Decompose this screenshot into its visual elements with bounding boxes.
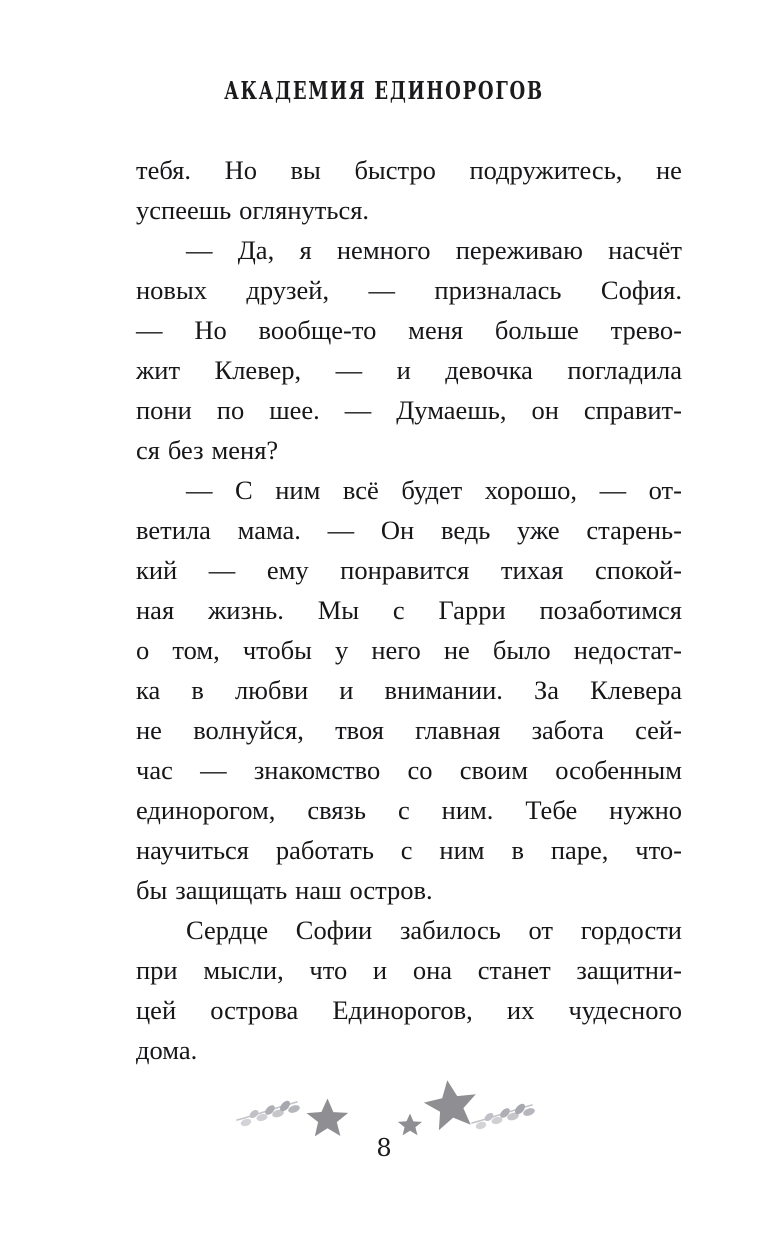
star-large-icon <box>421 1080 480 1132</box>
leaf-sprig-right-icon <box>472 1102 536 1130</box>
page-number: 8 <box>376 1134 392 1162</box>
paragraph <box>136 150 682 230</box>
text-line: единорогом, связь с ним. Тебе нужно <box>136 795 682 825</box>
text-line: о том, чтобы у него не было недостат- <box>136 635 682 665</box>
star-medium-icon <box>307 1099 349 1137</box>
running-head-title: АКАДЕМИЯ ЕДИНОРОГОВ <box>224 76 544 106</box>
text-line: пони по шее. — Думаешь, он справит- <box>136 395 682 425</box>
text-line: ка в любви и внимании. За Клевера <box>136 675 682 705</box>
text-line: дома. <box>136 1035 198 1065</box>
star-small-icon <box>398 1114 422 1136</box>
text-line: тебя. Но вы быстро подружитесь, не <box>136 155 682 185</box>
body-text-block <box>136 150 682 1070</box>
text-line: бы защищать наш остров. <box>136 875 433 905</box>
paragraph <box>136 910 682 1070</box>
text-line: час — знакомство со своим особенным <box>136 755 682 785</box>
text-line: — Да, я немного переживаю насчёт <box>186 235 682 265</box>
text-line: Сердце Софии забилось от гордости <box>186 915 682 945</box>
section-divider-ornament <box>0 1078 768 1138</box>
text-line: — Но вообще-то меня больше трево- <box>136 315 682 345</box>
text-line: не волнуйся, твоя главная забота сей- <box>136 715 682 745</box>
paragraph <box>136 470 682 910</box>
text-line: ная жизнь. Мы с Гарри позаботимся <box>136 595 682 625</box>
leaf-sprig-left-icon <box>237 1099 301 1127</box>
text-line: успеешь оглянуться. <box>136 195 370 225</box>
text-line: ся без меня? <box>136 435 279 465</box>
text-line: кий — ему понравится тихая спокой- <box>136 555 682 585</box>
text-line: новых друзей, — призналась София. <box>136 275 682 305</box>
text-line: при мысли, что и она станет защитни- <box>136 955 682 985</box>
text-line: ветила мама. — Он ведь уже старень- <box>136 515 682 545</box>
text-line: научиться работать с ним в паре, что- <box>136 835 682 865</box>
text-line: — С ним всё будет хорошо, — от- <box>186 475 682 505</box>
paragraph <box>136 230 682 470</box>
text-line: жит Клевер, — и девочка погладила <box>136 355 682 385</box>
text-line: цей острова Единорогов, их чудесного <box>136 995 682 1025</box>
